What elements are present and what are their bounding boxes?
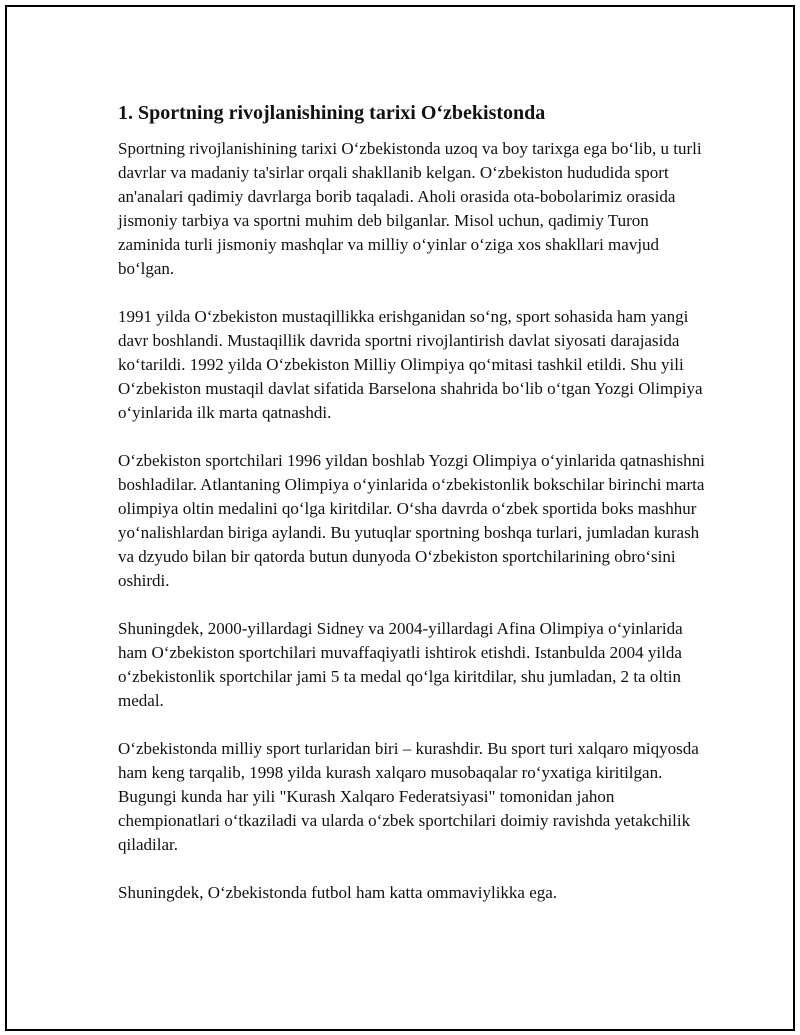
paragraph-4: Shuningdek, 2000-yillardagi Sidney va 2004-yillardagi Afina Olimpiya o‘yinlarida ham O‘zbekiston sportchilari muvaffaqiyatli ishtirok etishdi. Istanbulda 2004 yilda o‘zbekistonlik sportchilar jami 5 ta medal qo‘lga kiritdilar, shu jumladan, 2 ta oltin medal. — [118, 619, 683, 710]
paragraph-2: 1991 yilda O‘zbekiston mustaqillikka erishganidan so‘ng, sport sohasida ham yangi davr boshlandi. Mustaqillik davrida sportni rivojlantirish davlat siyosati darajasida ko‘tarildi. 1992 yilda O‘zbekiston Milliy Olimpiya qo‘mitasi tashkil etildi. Shu yili O‘zbekiston mustaqil davlat sifatida Barselona shahrida bo‘lib o‘tgan Yozgi Olimpiya o‘yinlarida ilk marta qatnashdi. — [118, 307, 703, 422]
paragraph-6: Shuningdek, O‘zbekistonda futbol ham katta ommaviylikka ega. — [118, 883, 558, 902]
page-frame — [5, 5, 795, 1031]
document-body — [118, 100, 708, 929]
document-heading: 1. Sportning rivojlanishining tarixi O‘zbekistonda — [118, 102, 546, 124]
paragraph-3: O‘zbekiston sportchilari 1996 yildan boshlab Yozgi Olimpiya o‘yinlarida qatnashishni boshladilar. Atlantaning Olimpiya o‘yinlarida o‘zbekistonlik bokschilar birinchi marta olimpiya oltin medalini qo‘lga kiritdilar. O‘sha davrda o‘zbek sportida boks mashhur yo‘nalishlardan biriga aylandi. Bu yutuqlar sportning boshqa turlari, jumladan kurash va dzyudo bilan bir qatorda butun dunyoda O‘zbekiston sportchilarining obro‘sini oshirdi. — [118, 451, 705, 590]
paragraph-5: O‘zbekistonda milliy sport turlaridan biri – kurashdir. Bu sport turi xalqaro miqyosda ham keng tarqalib, 1998 yilda kurash xalqaro musobaqalar ro‘yxatiga kiritilgan. Bugungi kunda har yili "Kurash Xalqaro Federatsiyasi" tomonidan jahon chempionatlari o‘tkaziladi va ularda o‘zbek sportchilari doimiy ravishda yetakchilik qiladilar. — [118, 739, 699, 854]
paragraph-1: Sportning rivojlanishining tarixi O‘zbekistonda uzoq va boy tarixga ega bo‘lib, u turli davrlar va madaniy ta'sirlar orqali shakllanib kelgan. O‘zbekiston hududida sport an'analari qadimiy davrlarga borib taqaladi. Aholi orasida ota-bobolarimiz orasida jismoniy tarbiya va sportni muhim deb bilganlar. Misol uchun, qadimiy Turon zaminida turli jismoniy mashqlar va milliy o‘yinlar o‘ziga xos shakllari mavjud bo‘lgan. — [118, 139, 702, 278]
